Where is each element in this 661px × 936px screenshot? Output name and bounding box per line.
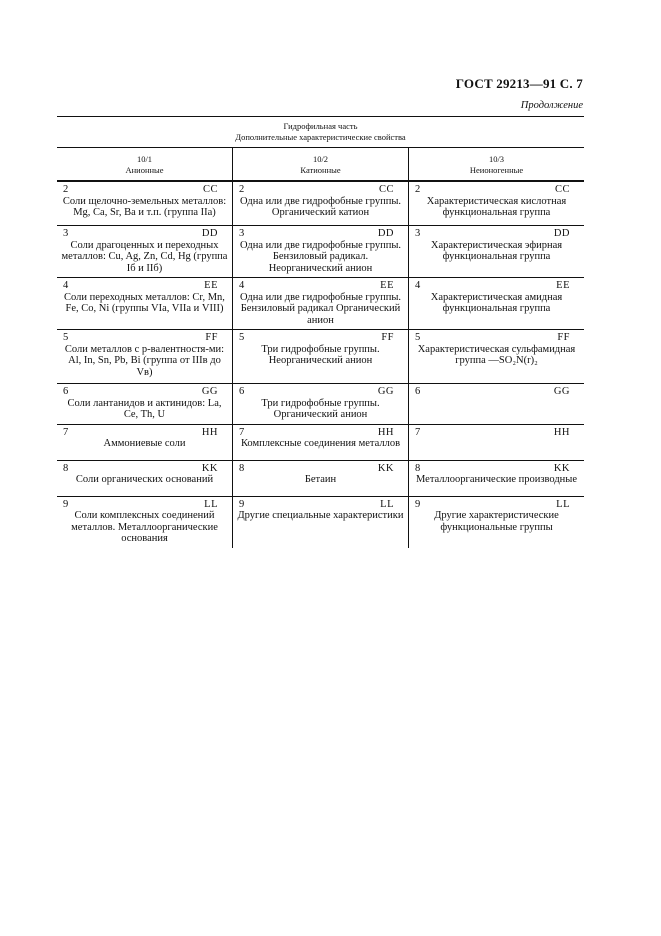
- cell-text: Комплексные соединения металлов: [240, 438, 401, 449]
- cell-number: 8: [63, 462, 69, 474]
- column-number: 10/1: [136, 154, 153, 164]
- table-row: [57, 425, 584, 461]
- cell-text: Другие специальные характеристики: [237, 510, 404, 521]
- cell-text: Три гидрофобные группы. Неорганический анион: [261, 343, 380, 366]
- cell-number: 5: [415, 332, 421, 343]
- table-cell: [232, 425, 409, 460]
- column-number: 10/2: [312, 154, 329, 164]
- cell-number: 7: [415, 426, 421, 438]
- table-row: [57, 384, 584, 425]
- table-cell: [57, 497, 232, 548]
- table-cell: [232, 497, 409, 548]
- cell-code: EE: [380, 280, 394, 291]
- table-body: [57, 182, 584, 548]
- cell-number: 6: [239, 386, 245, 397]
- cell-code: GG: [377, 386, 394, 397]
- table-row: [57, 330, 584, 384]
- table-cell: [57, 182, 232, 225]
- table-cell: [57, 461, 232, 496]
- cell-code: HH: [201, 426, 218, 438]
- column-header-anionic: [57, 148, 232, 180]
- cell-code: CC: [202, 184, 218, 195]
- table-cell: [409, 278, 584, 329]
- cell-code: GG: [201, 386, 218, 397]
- cell-number: 4: [63, 280, 69, 291]
- cell-code: EE: [204, 280, 218, 291]
- table-row: [57, 278, 584, 330]
- cell-number: 2: [415, 184, 421, 195]
- table-cell: [232, 278, 409, 329]
- cell-code: LL: [380, 498, 394, 510]
- cell-text: Соли комплексных соединений металлов. Металлоорганические основания: [71, 510, 218, 544]
- cell-code: EE: [556, 280, 570, 291]
- table-cell: [232, 384, 409, 424]
- cell-code: CC: [378, 184, 394, 195]
- cell-number: 3: [63, 228, 69, 239]
- column-number: 10/3: [488, 154, 505, 164]
- document-header: ГОСТ 29213—91 С. 7: [455, 76, 583, 91]
- cell-number: 5: [239, 332, 245, 343]
- cell-code: CC: [554, 184, 570, 195]
- cell-text: Соли лантанидов и актинидов: La, Ce, Th, U: [67, 397, 222, 420]
- column-label: Катионные: [300, 165, 341, 175]
- cell-text: Характеристическая амидная функциональная группа: [430, 291, 563, 314]
- table-cell: [409, 384, 584, 424]
- cell-text: Одна или две гидрофобные группы. Бензиловый радикал. Неорганический анион: [239, 239, 402, 274]
- table-cell: [409, 425, 584, 460]
- cell-number: 4: [239, 280, 245, 291]
- cell-text: Соли металлов с р-валентностя-ми: Al, In, Sn, Pb, Bi (группа от IIIв до Vв): [64, 343, 225, 378]
- table-cell: [232, 182, 409, 225]
- cell-number: 6: [415, 386, 421, 397]
- group-subtitle: Дополнительные характеристические свойства: [235, 132, 406, 142]
- cell-number: 9: [239, 498, 245, 510]
- cell-number: 4: [415, 280, 421, 291]
- table-cell: [409, 497, 584, 548]
- cell-number: 9: [63, 498, 69, 510]
- cell-code: FF: [381, 332, 394, 343]
- cell-text: Металлоорганические производные: [415, 474, 578, 485]
- cell-number: 2: [63, 184, 69, 195]
- table-cell: [57, 384, 232, 424]
- cell-text: Другие характеристические функциональные группы: [434, 510, 559, 533]
- cell-code: KK: [377, 462, 394, 474]
- properties-table: [57, 116, 584, 548]
- table-cell: [232, 330, 409, 383]
- table-row: [57, 226, 584, 278]
- cell-text: Одна или две гидрофобные группы. Органический катион: [239, 195, 402, 218]
- table-cell: [409, 226, 584, 277]
- cell-code: LL: [204, 498, 218, 510]
- cell-text: Характеристическая эфирная функциональная группа: [430, 239, 563, 262]
- table-cell: [57, 425, 232, 460]
- cell-code: KK: [201, 462, 218, 474]
- table-cell: [57, 226, 232, 277]
- cell-code: FF: [205, 332, 218, 343]
- cell-number: 5: [63, 332, 69, 343]
- cell-number: 7: [239, 426, 245, 438]
- table-row: [57, 497, 584, 548]
- cell-code: HH: [377, 426, 394, 438]
- cell-text: Соли переходных металлов: Cr, Mn, Fe, Co, Ni (группы VIa, VIIa и VIII): [64, 291, 225, 314]
- cell-text: Характеристическая кислотная функциональная группа: [426, 195, 567, 218]
- cell-code: DD: [377, 228, 394, 239]
- cell-number: 3: [415, 228, 421, 239]
- cell-text: Соли щелочно-земельных металлов: Mg, Ca, Sr, Ba и т.п. (группа IIa): [62, 195, 227, 218]
- column-headers: [57, 148, 584, 180]
- cell-code: FF: [557, 332, 570, 343]
- cell-code: KK: [553, 462, 570, 474]
- cell-number: 9: [415, 498, 421, 510]
- cell-code: LL: [556, 498, 570, 510]
- cell-number: 8: [239, 462, 245, 474]
- table-row: [57, 461, 584, 497]
- column-header-cationic: [232, 148, 409, 180]
- cell-number: 7: [63, 426, 69, 438]
- cell-number: 8: [415, 462, 421, 474]
- cell-code: HH: [553, 426, 570, 438]
- cell-text: Бетаин: [304, 474, 337, 485]
- cell-number: 6: [63, 386, 69, 397]
- cell-number: 2: [239, 184, 245, 195]
- cell-code: DD: [553, 228, 570, 239]
- continuation-label: Продолжение: [520, 100, 583, 111]
- cell-text: Характеристическая сульфамидная группа —SO₂N(r)₂: [417, 343, 576, 366]
- table-cell: [57, 330, 232, 383]
- table-cell: [232, 226, 409, 277]
- cell-text: Аммониевые соли: [103, 438, 186, 449]
- table-group-heading: [57, 117, 584, 147]
- group-title: Гидрофильная часть: [283, 121, 358, 131]
- table-cell: [409, 461, 584, 496]
- table-row: [57, 182, 584, 226]
- cell-text: Соли органических оснований: [75, 474, 214, 485]
- column-header-nonionic: [409, 148, 584, 180]
- cell-text: Три гидрофобные группы. Органический анион: [261, 397, 380, 420]
- table-cell: [232, 461, 409, 496]
- cell-number: 3: [239, 228, 245, 239]
- cell-text: Соли драгоценных и переходных металлов: Cu, Ag, Zn, Cd, Hg (группа Iб и IIб): [61, 239, 228, 274]
- cell-code: DD: [201, 228, 218, 239]
- table-cell: [409, 330, 584, 383]
- table-cell: [57, 278, 232, 329]
- column-label: Неионогенные: [469, 165, 524, 175]
- column-label: Анионные: [125, 165, 164, 175]
- table-cell: [409, 182, 584, 225]
- cell-text: Одна или две гидрофобные группы. Бензиловый радикал Органический анион: [239, 291, 402, 326]
- cell-code: GG: [553, 386, 570, 397]
